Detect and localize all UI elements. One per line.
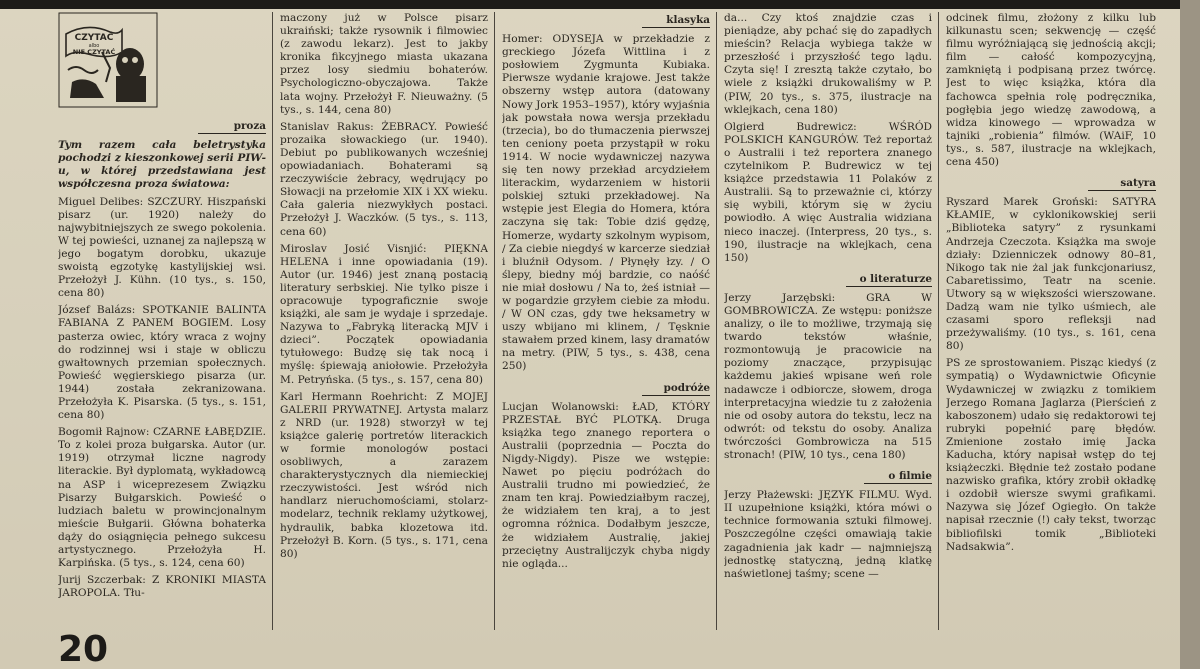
columns	[58, 12, 1180, 630]
section-proza: proza	[58, 118, 266, 134]
column-divider	[272, 12, 273, 630]
review-szczerbak-start: Jurij Szczerbak: Z KRONIKI MIASTA JAROPOLA. Tłu-	[58, 574, 266, 600]
intro-text: Tym razem cała beletrystyka pochodzi z kieszonkowej serii PIW-u, w której przedstawiana jest współczesna proza światowa:	[58, 139, 266, 191]
review-delibes: Miguel Delibes: SZCZURY. Hiszpański pisarz (ur. 1920) należy do najwybitniejszych ze swego pokolenia. W tej powieści, uznanej za najlepszą w jego bogatym dorobku, ukazuje swoistą egzotykę kastylijskiej wsi. Przełożył J. Kühn. (10 tys., s. 150, cena 80)	[58, 195, 266, 300]
column-4	[724, 12, 932, 630]
column-3	[502, 12, 710, 630]
column-divider	[938, 12, 939, 630]
section-podroze: podróże	[502, 380, 710, 396]
column-5	[946, 12, 1156, 630]
logo-line1: CZYTAĆ	[74, 33, 114, 43]
review-balazs: József Balázs: SPOTKANIE BALINTA FABIANA Z PANEM BOGIEM. Losy pasterza owiec, który wraca z wojny do rodzinnej wsi i staje w obliczu gwałtownych przemian społecznych. Powieść węgierskiego pisarza (ur. 1944) została zekranizowana. Przełożyła K. Pisarska. (5 tys., s. 151, cena 80)	[58, 304, 266, 422]
review-plazewski-cont: odcinek filmu, złożony z kilku lub kilkunastu scen; sekwencję — część filmu wyróżniającą się jednością akcji; film — całość kompozycyjną, zamkniętą i podpisaną przez twórcę. Jest to więc książka, która dla fachowca spełnia rolę podręcznika, pogłębia jego wiedzę zawodową, a widza kinowego — wprowadza w tajniki „robienia” filmów. (WAiF, 10 tys., s. 587, ilustracje na wklejkach, cena 450)	[946, 12, 1156, 169]
section-satyra: satyra	[946, 175, 1156, 191]
review-szczerbak-cont: maczony już w Polsce pisarz ukraiński; także rysownik i filmowiec (z zawodu lekarz). Jest to jakby kronika fikcyjnego miasta ukazana przez losy siedmiu bohaterów. Psychologiczno-obyczajowa. Także lata wojny. Przełożył F. Nieuważny. (5 tys., s. 144, cena 80)	[280, 12, 488, 116]
czytac-albo-nie-czytac-logo	[58, 12, 158, 108]
logo-line2: albo	[88, 43, 100, 49]
logo-line3: NIE CZYTAĆ	[72, 48, 116, 56]
review-jarzebski: Jerzy Jarzębski: GRA W GOMBROWICZA. Ze wstępu: poniższe analizy, o ile to możliwe, trzymają się twardo tekstów właśnie, rozmontowują je pracowicie na poziomy znaczące, przypisując każdemu jakieś wpisane weń role nadawcze i odbiorcze, słowem, droga interpretacyjna wiedzie tu z założenia nie od osoby autora do tekstu, lecz na odwrót: od tekstu do osoby. Analiza twórczości Gombrowicza na 515 stronach! (PIW, 10 tys., cena 180)	[724, 291, 932, 461]
review-rakus: Stanislav Rakus: ŻEBRACY. Powieść prozaika słowackiego (ur. 1940). Debiut po publikowanych wcześniej opowiadaniach. Bohaterami są rzeczywiście żebracy, wędrujący po Słowacji na przełomie XIX i XX wieku. Cała galeria niezwykłych postaci. Przełożył J. Waczków. (5 tys., s. 113, cena 60)	[280, 120, 488, 238]
section-klasyka: klasyka	[502, 12, 710, 28]
review-wolanowski: Lucjan Wolanowski: ŁAD, KTÓRY PRZESTAŁ BYĆ PLOTKĄ. Druga książka tego znanego reportera o Australii (poprzednia — Poczta do Nigdy-Nigdy). Pisze we wstępie: Nawet po pięciu podróżach do Australii trudno mi powiedzieć, że znam ten kraj. Powiedziałbym raczej, że widziałem ten kraj, a to jest ogromna różnica. Dodałbym jeszcze, że widziałem Australię, jakiej przeciętny Australijczyk chyba nigdy nie ogląda...	[502, 400, 710, 570]
review-homer: Homer: ODYSEJA w przekładzie z greckiego Józefa Wittlina i z posłowiem Zygmunta Kubiaka. Pierwsze wydanie krajowe. Jest także obszerny wstęp autora (datowany Nowy Jork 1953–1957), który wyjaśnia jak powstała nowa wersja przekładu (trzecia), bo do tłumaczenia pierwszej ten ceniony poeta przystąpił w roku 1914. W nocie wydawniczej nazywa się ten nowy przekład arcydziełem literackim, wydarzeniem w historii polskiej sztuki przekładowej. Na wstępie jest Elegia do Homera, która zaczyna się tak: Tobie dziś gędzę, Homerze, wydarty szkolnym wypisom, / Za ciebie niegdyś w karcerze siedział i bluźnił Odysom. / Płynęły łzy. / O ślepy, biedny mój bardzie, co naóść nie miał dosłowu / Na to, żeś istniał — w pogardzie grzyłem ciebie za młodu. / W ON czas, gdy twe heksametry w uszy wbijano mi klinem, / Tęsknie stawałem przed kinem, lasy dramatów na metry. (PIW, 5 tys., s. 438, cena 250)	[502, 33, 710, 373]
review-budrewicz: Olgierd Budrewicz: WŚRÓD POLSKICH KANGURÓW. Też reportaż o Australii i też reportera znanego czytelnikom P. Budrewicz w tej książce przedstawia 11 Polaków z Australii. Są to przeważnie ci, którzy się wybili, którym się w życiu powiodło. A więc Australia widziana nieco inaczej. (Interpress, 20 tys., s. 190, ilustracje na wklejkach, cena 150)	[724, 120, 932, 264]
column-divider	[716, 12, 717, 630]
review-wolanowski-cont: da... Czy ktoś znajdzie czas i pieniądze, aby pchać się do zapadłych mieścin? Relacja wybiega także w przeszłość i przyszłość tego lądu. Czyta się! I zresztą także czytało, bo wiele z książki drukowaliśmy w P. (PIW, 20 tys., s. 375, ilustracje na wklejkach, cena 180)	[724, 12, 932, 116]
section-o-filmie: o filmie	[724, 468, 932, 484]
top-border	[0, 0, 1200, 9]
correction-note: PS ze sprostowaniem. Pisząc kiedyś (z sympatią) o Wydawnictwie Oficynie Wydawniczej w związku z tomikiem Jerzego Romana Jaglarza (Pierścień z kaboszonem) udało się redaktorowi tej rubryki popełnić parę błędów. Zmienione zostało imię Jacka Kaducha, który napisał wstęp do tej książeczki. Błędnie też zostało podane nazwisko grafika, który zrobił okładkę i ozdobił wiersze swymi grafikami. Nazywa się Józef Ogiegło. On także napisał rzecznie (!) cały tekst, tworząc bibliofilski tomik „Biblioteki Nadsakwia”.	[946, 357, 1156, 553]
review-plazewski: Jerzy Płażewski: JĘZYK FILMU. Wyd. II uzupełnione książki, która mówi o technice formowania sztuki filmowej. Poszczególne części omawiają takie zagadnienia jak kadr — najmniejszą jednostkę statyczną, jedną klatkę naświetlonej taśmy; scene —	[724, 489, 932, 580]
column-divider	[494, 12, 495, 630]
review-rajnow: Bogomił Rajnow: CZARNE ŁABĘDZIE. To z kolei proza bułgarska. Autor (ur. 1919) otrzymał liczne nagrody literackie. Był dyplomatą, wykładowcą na ASP i wiceprezesem Związku Pisarzy Bułgarskich. Powieść o ludziach baletu w prowincjonalnym mieście Bułgarii. Główna bohaterka dąży do osiągnięcia pełnego sukcesu artystycznego. Przełożyła H. Karpińska. (5 tys., s. 124, cena 60)	[58, 426, 266, 570]
review-gronski: Ryszard Marek Groński: SATYRA KŁAMIE, w cyklonikowskiej serii „Biblioteka satyry” z rysunkami Andrzeja Czeczota. Książka ma swoje działy: Dzienniczek odnowy 80–81, Nikogo tak nie żal jak funkcjonariusz, Cabaretissimo, Teatr na scenie. Utwory są w większości wierszowane. Dadzą wam nie tylko uśmiech, ale czasami sporo refleksji nad przeżywaliśmy. (10 tys., s. 161, cena 80)	[946, 196, 1156, 353]
review-visnjic: Miroslav Josić Visnjić: PIĘKNA HELENA i inne opowiadania (19). Autor (ur. 1946) jest znaną postacią literatury serbskiej. Nie tylko pisze i opracowuje typograficznie swoje książki, ale sam je wydaje i sprzedaje. Nazywa to „Fabryką literacką MJV i dzieci”. Początek opowiadania tytułowego: Budzę się tak nocą i myślę: śpiewają aniołowie. Przełożyła M. Petryńska. (5 tys., s. 157, cena 80)	[280, 242, 488, 386]
section-o-literaturze: o literaturze	[724, 271, 932, 287]
column-2	[280, 12, 488, 630]
column-1	[58, 12, 266, 630]
page-number: 20	[58, 629, 109, 669]
review-roehricht: Karl Hermann Roehricht: Z MOJEJ GALERII PRYWATNEJ. Artysta malarz z NRD (ur. 1928) stworzył w tej książce galerię portretów literackich w formie monologów postaci osobliwych, a zarazem charakterystycznych dla niemieckiej rzeczywistości. Jest wśród nich handlarz nieruchomościami, stolarz-modelarz, technik reklamy użytkowej, hydraulik, babka klozetowa itd. Przełożył B. Korn. (5 tys., s. 171, cena 80)	[280, 390, 488, 560]
page-edge	[1180, 0, 1200, 669]
